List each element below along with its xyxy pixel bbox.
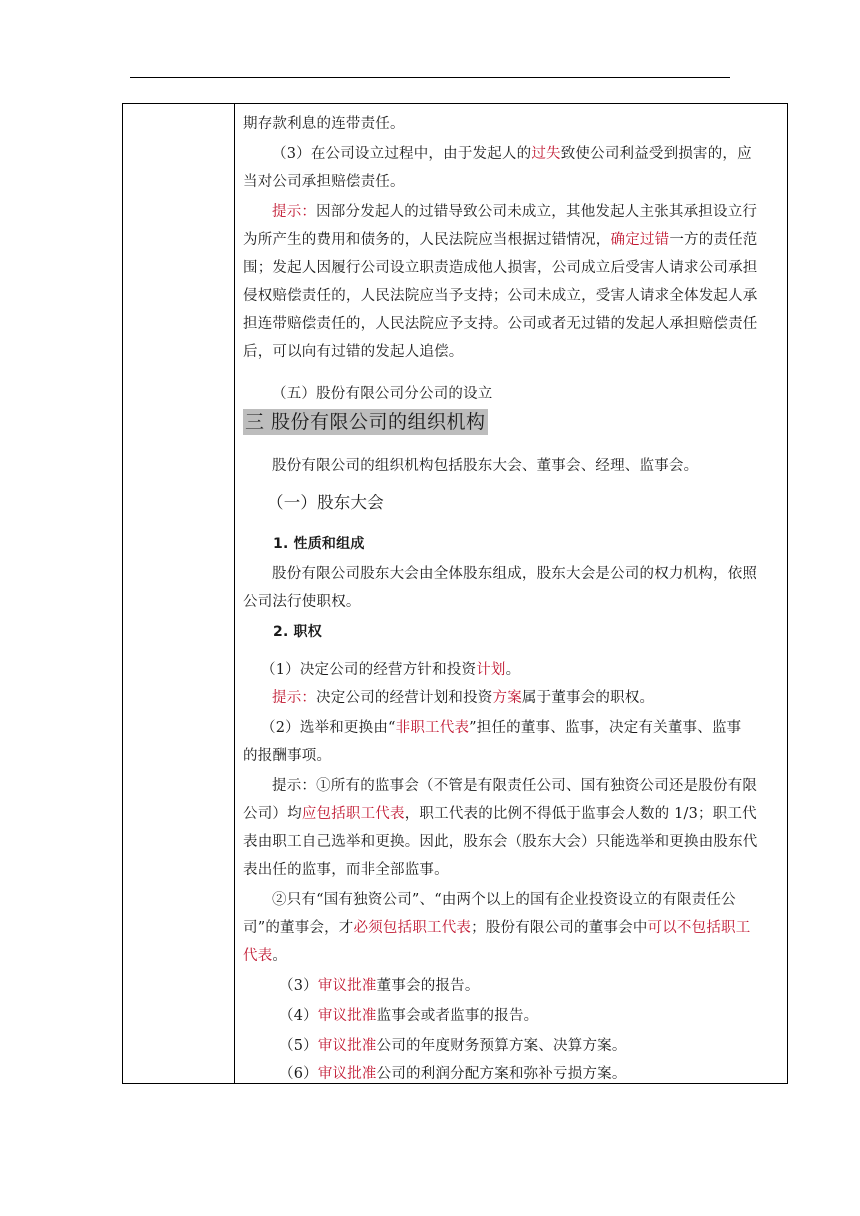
numbered-heading: 1. 性质和组成: [273, 536, 365, 552]
highlight-text: 确定过错: [610, 232, 670, 248]
highlight-text: 过失: [531, 146, 561, 162]
subsection-heading: （一）股东大会: [267, 493, 384, 512]
page-header-rule: [130, 77, 730, 78]
tip-label: 提示：: [272, 690, 317, 706]
text-line: （3）在公司设立过程中，由于发起人的过失致使公司利益受到损害的，应: [272, 146, 752, 162]
highlight-text: 可以不包括职工: [647, 920, 751, 936]
subsection-heading: （五）股份有限公司分公司的设立: [272, 386, 493, 402]
text-line: （3）审议批准董事会的报告。: [279, 978, 480, 994]
text-line: 司”的董事会，才必须包括职工代表；股份有限公司的董事会中可以不包括职工: [243, 920, 751, 936]
text-line: 代表。: [243, 948, 288, 964]
highlight-text: 计划: [476, 662, 506, 678]
text-line: 围；发起人因履行公司设立职责造成他人损害，公司成立后受害人请求公司承担: [243, 260, 758, 276]
text-line: （4）审议批准监事会或者监事的报告。: [279, 1008, 539, 1024]
highlight-text: 必须包括职工代表: [353, 920, 472, 936]
text-line: 为所产生的费用和债务的，人民法院应当根据过错情况，确定过错一方的责任范: [243, 232, 758, 248]
highlight-text: 方案: [492, 690, 522, 706]
highlight-text: 审议批准: [317, 978, 377, 994]
highlight-text: 审议批准: [317, 1066, 377, 1082]
text-line: （2）选举和更换由“非职工代表”担任的董事、监事，决定有关董事、监事: [261, 720, 742, 736]
content-table: [122, 103, 788, 1084]
text-line: 期存款利息的连带责任。: [243, 116, 405, 132]
text-line: 提示：①所有的监事会（不管是有限责任公司、国有独资公司还是股份有限: [272, 778, 758, 794]
highlight-text: 审议批准: [317, 1008, 377, 1024]
highlight-text: 代表: [243, 948, 273, 964]
text-line: （1）决定公司的经营方针和投资计划。: [261, 662, 521, 678]
text-line: 的报酬事项。: [243, 748, 332, 764]
text-line: 侵权赔偿责任的，人民法院应当予支持；公司未成立，受害人请求全体发起人承: [243, 288, 758, 304]
text-line: 公司法行使职权。: [243, 594, 361, 610]
text-line: ②只有“国有独资公司”、“由两个以上的国有企业投资设立的有限责任公: [272, 892, 736, 908]
text-line: 公司）均应包括职工代表，职工代表的比例不得低于监事会人数的 1/3；职工代: [243, 806, 757, 822]
column-divider: [234, 104, 235, 1083]
text-line: （5）审议批准公司的年度财务预算方案、决算方案。: [279, 1038, 627, 1054]
numbered-heading: 2. 职权: [273, 624, 322, 640]
highlight-text: 审议批准: [317, 1038, 377, 1054]
highlight-text: 应包括职工代表: [301, 806, 405, 822]
text-line: 表由职工自己选举和更换。因此，股东会（股东大会）只能选举和更换由股东代: [243, 834, 758, 850]
text-line: 股份有限公司股东大会由全体股东组成，股东大会是公司的权力机构，依照: [272, 566, 758, 582]
text-line: 提示：决定公司的经营计划和投资方案属于董事会的职权。: [272, 690, 655, 706]
text-line: 担连带赔偿责任的，人民法院应予支持。公司或者无过错的发起人承担赔偿责任: [243, 316, 758, 332]
text-line: 提示：因部分发起人的过错导致公司未成立，其他发起人主张其承担设立行: [272, 204, 758, 220]
section-heading: 三 股份有限公司的组织机构: [245, 411, 486, 433]
text-line: （6）审议批准公司的利润分配方案和弥补亏损方案。: [279, 1066, 627, 1082]
text-line: 后，可以向有过错的发起人追偿。: [243, 344, 464, 360]
tip-label: 提示：: [272, 204, 317, 220]
text-line: 当对公司承担赔偿责任。: [243, 174, 405, 190]
text-line: 表出任的监事，而非全部监事。: [243, 862, 449, 878]
text-line: 股份有限公司的组织机构包括股东大会、董事会、经理、监事会。: [272, 458, 699, 474]
highlight-text: 非职工代表: [395, 720, 470, 736]
